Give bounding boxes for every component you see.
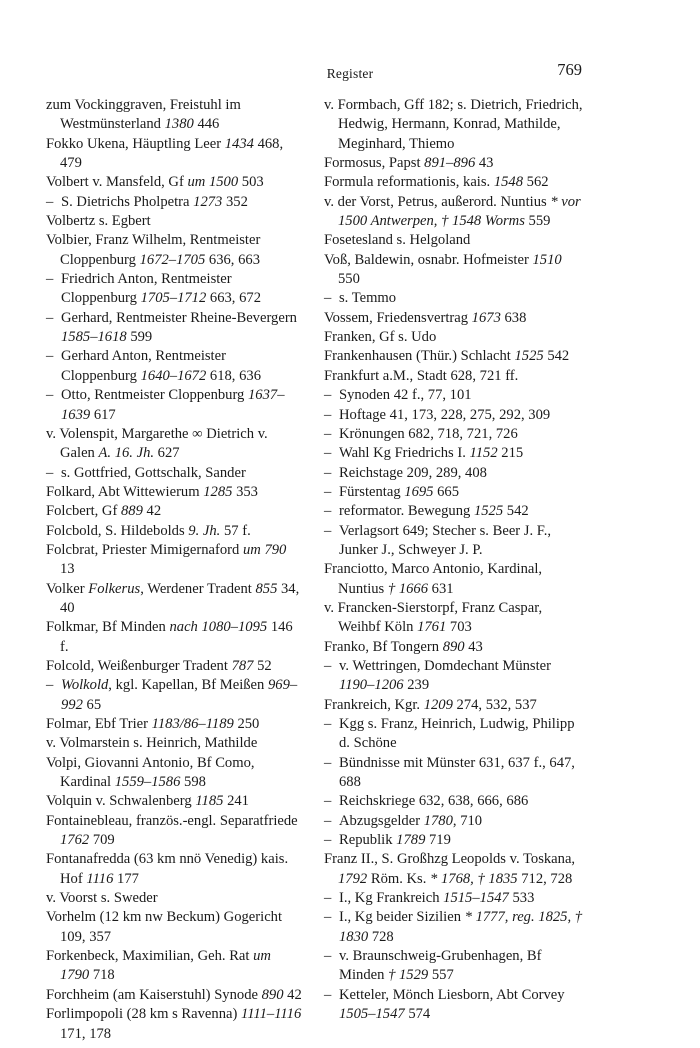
entry-text: Franciotto, Marco Antonio, Kardinal, Nuntius: [324, 561, 543, 597]
entry-text: Folcbold, S. Hildebolds: [46, 522, 189, 539]
entry-text: 171, 178: [60, 1025, 112, 1042]
index-entry: [46, 986, 302, 1005]
entry-text: Republik: [339, 832, 397, 849]
entry-italic-text: * 1777, reg. 1825, † 1830: [339, 909, 583, 945]
index-subentry: [324, 444, 584, 463]
entry-text: 636, 663: [205, 251, 260, 268]
entry-italic-text: 1152: [469, 445, 498, 462]
entry-text: Wahl Kg Friedrichs I.: [339, 445, 470, 462]
subentry-dash: –: [324, 754, 332, 771]
index-subentry: [324, 425, 584, 444]
index-entry: [324, 154, 584, 173]
index-column-right: [324, 96, 584, 1025]
entry-text: Formosus, Papst: [324, 155, 425, 172]
entry-text: 542: [503, 503, 529, 520]
entry-text: Hoftage 41, 173, 228, 275, 292, 309: [339, 406, 551, 423]
entry-italic-text: 1111–1116: [240, 1006, 302, 1023]
entry-text: Folkmar, Bf Minden: [46, 619, 170, 636]
entry-text: Vorhelm (12 km nw Beckum) Gogericht 109, 357: [46, 909, 283, 945]
entry-italic-text: † 1529: [388, 967, 429, 984]
index-subentry: [324, 483, 584, 502]
entry-italic-text: † 1666: [387, 580, 429, 597]
index-subentry: [324, 889, 584, 908]
entry-italic-text: 1273: [193, 193, 223, 210]
entry-italic-text: 1673: [471, 309, 501, 326]
index-entry: [324, 347, 584, 366]
entry-italic-text: 1434: [224, 135, 254, 152]
entry-text: 728: [368, 928, 394, 945]
entry-text: Fürstentag: [339, 483, 405, 500]
index-entry: [46, 231, 302, 270]
entry-italic-text: 9. Jh.: [188, 522, 221, 539]
entry-italic-text: 1505–1547: [339, 1006, 405, 1023]
entry-text: v. Francken-Sierstorpf, Franz Caspar, Weihbf Köln: [324, 599, 543, 636]
entry-text: Volbertz s. Egbert: [46, 213, 151, 230]
entry-text: Frankreich, Kgr.: [324, 696, 424, 713]
index-subentry: [46, 270, 302, 309]
entry-text: 215: [497, 445, 524, 462]
entry-text: Abzugsgelder: [339, 812, 424, 829]
entry-text: zum Vockinggraven, Freistuhl im Westmünsterland: [46, 97, 241, 133]
index-entry: [324, 231, 584, 250]
entry-text: Forlimpopoli (28 km s Ravenna): [46, 1006, 241, 1023]
subentry-dash: –: [46, 348, 54, 365]
entry-text: Volbier, Franz Wilhelm, Rentmeister Cloppenburg: [46, 232, 261, 268]
entry-italic-text: 1183/86–1189: [151, 716, 234, 732]
index-entry: [46, 657, 302, 676]
entry-italic-text: * 1768, † 1835: [430, 870, 518, 887]
entry-text: Otto, Rentmeister Cloppenburg: [61, 387, 248, 404]
entry-italic-text: 891–896: [424, 155, 476, 172]
entry-text: 631: [428, 580, 454, 597]
entry-italic-text: 1792: [338, 870, 368, 887]
entry-text: 709: [89, 832, 115, 849]
entry-text: Frankfurt a.M., Stadt 628, 721 ff.: [324, 367, 519, 384]
entry-italic-text: 1672–1705: [139, 251, 206, 268]
index-subentry: [324, 464, 584, 483]
index-subentry: [324, 289, 584, 308]
entry-italic-text: nach 1080–1095: [169, 619, 268, 636]
entry-text: v. Volmarstein s. Heinrich, Mathilde: [46, 735, 258, 752]
entry-italic-text: 1190–1206: [339, 677, 404, 694]
entry-text: 43: [475, 155, 494, 172]
entry-text: Reichskriege 632, 638, 666, 686: [339, 793, 529, 810]
entry-text: Franken, Gf s. Udo: [324, 329, 437, 346]
index-entry: [46, 135, 302, 174]
entry-text: Bündnisse mit Münster 631, 637 f., 647, 688: [339, 754, 575, 791]
entry-italic-text: 889: [120, 503, 143, 520]
entry-text: 712, 728: [517, 870, 573, 887]
subentry-dash: –: [324, 483, 332, 500]
index-column-left: [46, 96, 302, 1044]
entry-text: v. Braunschweig-Grubenhagen, Bf Minden: [339, 948, 542, 984]
entry-text: Franz II., S. Großhzg Leopolds v. Toskana,: [324, 851, 576, 868]
subentry-dash: –: [324, 890, 332, 907]
entry-text: reformator. Bewegung: [339, 503, 474, 520]
entry-text: 239: [403, 677, 430, 694]
subentry-dash: –: [324, 948, 332, 965]
entry-text: 43: [464, 638, 483, 655]
entry-text: 57 f.: [220, 522, 251, 539]
entry-text: 574: [404, 1006, 431, 1023]
entry-text: v. Formbach, Gff 182; s. Dietrich, Friedrich, Hedwig, Hermann, Konrad, Mathilde, Meginhard, Thiemo: [324, 97, 583, 152]
entry-text: 446: [193, 116, 220, 133]
entry-text: S. Dietrichs Pholpetra: [61, 193, 194, 210]
index-entry: [46, 1005, 302, 1044]
entry-text: Formula reformationis, kais.: [324, 174, 494, 191]
subentry-dash: –: [324, 503, 332, 520]
index-subentry: [324, 386, 584, 405]
subentry-dash: –: [324, 832, 332, 849]
entry-text: Forkenbeck, Maximilian, Geh. Rat: [46, 948, 254, 965]
subentry-dash: –: [324, 716, 332, 732]
entry-text: Reichstage 209, 289, 408: [339, 464, 487, 481]
entry-italic-text: 1637–1639: [61, 387, 285, 423]
entry-text: 627: [154, 445, 180, 462]
entry-text: Volker: [46, 580, 89, 597]
entry-italic-text: A. 16. Jh.: [98, 445, 155, 462]
subentry-dash: –: [46, 271, 54, 288]
index-subentry: [46, 676, 302, 715]
index-subentry: [46, 347, 302, 386]
entry-text: , kgl. Kapellan, Bf Meißen: [108, 677, 268, 694]
index-entry: [46, 483, 302, 502]
subentry-dash: –: [46, 193, 54, 210]
index-entry: [324, 560, 584, 599]
entry-text: 638: [500, 309, 527, 326]
index-entry: [324, 599, 584, 638]
entry-italic-text: 1695: [404, 483, 434, 500]
index-entry: [46, 618, 302, 657]
subentry-dash: –: [46, 677, 54, 694]
entry-text: Verlagsort 649; Stecher s. Beer J. F., Junker J., Schweyer J. P.: [339, 522, 552, 558]
entry-text: 52: [253, 657, 272, 674]
entry-italic-text: um 790: [242, 541, 287, 558]
index-entry: [324, 96, 584, 154]
entry-text: 503: [238, 174, 264, 191]
index-subentry: [46, 309, 302, 348]
entry-text: 250: [233, 716, 260, 732]
subentry-dash: –: [324, 406, 332, 423]
index-subentry: [324, 792, 584, 811]
entry-italic-text: Wolkold: [61, 677, 109, 694]
index-entry: [324, 251, 584, 290]
subentry-dash: –: [324, 425, 332, 442]
index-subentry: [46, 386, 302, 425]
entry-text: Gerhard, Rentmeister Rheine-Bevergern: [61, 309, 297, 326]
entry-text: 65: [82, 696, 102, 713]
running-head: Register: [326, 66, 374, 81]
entry-italic-text: um 1790: [60, 948, 271, 984]
entry-text: I., Kg Frankreich: [339, 890, 444, 907]
entry-text: Röm. Ks.: [367, 870, 431, 887]
subentry-dash: –: [46, 464, 54, 481]
entry-italic-text: Folkerus: [88, 580, 141, 597]
entry-text: 599: [126, 329, 153, 346]
entry-text: I., Kg beider Sizilien: [339, 909, 465, 926]
entry-text: 617: [90, 406, 116, 423]
subentry-dash: –: [324, 445, 332, 462]
subentry-dash: –: [46, 309, 54, 326]
entry-text: 559: [524, 213, 551, 230]
entry-text: Fontainebleau, französ.-engl. Separatfriede: [46, 812, 298, 829]
index-entry: [46, 173, 302, 192]
entry-text: 34, 40: [60, 580, 300, 616]
entry-italic-text: 1285: [203, 483, 233, 500]
entry-text: 353: [232, 483, 258, 500]
entry-text: 550: [338, 271, 360, 288]
entry-text: 352: [222, 193, 248, 210]
entry-text: Folcold, Weißenburger Tradent: [46, 657, 232, 674]
index-entry: [46, 715, 302, 734]
entry-italic-text: * vor 1500 Antwerpen, † 1548 Worms: [338, 193, 581, 230]
entry-text: Synoden 42 f., 77, 101: [339, 387, 472, 404]
entry-text: Vossem, Friedensvertrag: [324, 309, 472, 326]
index-entry: [46, 212, 302, 231]
entry-italic-text: 969–992: [61, 677, 298, 713]
index-entry: [46, 580, 302, 619]
index-entry: [46, 850, 302, 889]
index-subentry: [324, 715, 584, 754]
entry-text: 598: [180, 774, 206, 791]
subentry-dash: –: [324, 793, 332, 810]
entry-italic-text: 1640–1672: [140, 367, 207, 384]
entry-italic-text: 1789: [396, 832, 426, 849]
subentry-dash: –: [324, 986, 332, 1003]
index-entry: [46, 947, 302, 986]
entry-text: 468, 479: [60, 135, 284, 172]
entry-text: 146 f.: [60, 619, 293, 655]
entry-text: Fontanafredda (63 km nnö Venedig) kais. Hof: [46, 851, 289, 887]
index-entry: [324, 173, 584, 192]
entry-text: Franko, Bf Tongern: [324, 638, 443, 655]
entry-text: Ketteler, Mönch Liesborn, Abt Corvey: [339, 986, 565, 1003]
entry-text: 42: [283, 986, 302, 1003]
entry-text: 703: [446, 619, 472, 636]
entry-text: 719: [425, 832, 451, 849]
entry-italic-text: 855: [255, 580, 278, 597]
entry-italic-text: 1762: [60, 832, 90, 849]
entry-italic-text: 1116: [86, 870, 114, 887]
entry-text: 13: [60, 561, 75, 578]
entry-text: s. Gottfried, Gottschalk, Sander: [61, 464, 246, 481]
entry-text: v. Volenspit, Margarethe ∞ Dietrich v. Galen: [46, 425, 268, 462]
entry-italic-text: 1515–1547: [443, 890, 509, 907]
subentry-dash: –: [324, 812, 332, 829]
entry-italic-text: 787: [231, 657, 254, 674]
entry-italic-text: 1525: [514, 348, 544, 365]
entry-text: 533: [508, 890, 535, 907]
entry-text: v. Voorst s. Sweder: [46, 890, 158, 907]
entry-text: Fokko Ukena, Häuptling Leer: [46, 135, 225, 152]
entry-italic-text: 890: [442, 638, 465, 655]
index-entry: [46, 889, 302, 908]
index-subentry: [324, 947, 584, 986]
index-entry: [324, 309, 584, 328]
entry-text: Forchheim (am Kaiserstuhl) Synode: [46, 986, 262, 1003]
entry-italic-text: 1705–1712: [140, 290, 207, 307]
index-entry: [46, 522, 302, 541]
page-number: 769: [557, 60, 582, 79]
index-subentry: [324, 908, 584, 947]
entry-text: Folmar, Ebf Trier: [46, 716, 152, 732]
entry-text: Fosetesland s. Helgoland: [324, 232, 471, 249]
entry-text: 665: [433, 483, 459, 500]
entry-text: 274, 532, 537: [452, 696, 537, 713]
index-subentry: [46, 193, 302, 212]
entry-italic-text: 1525: [473, 503, 504, 520]
entry-text: Voß, Baldewin, osnabr. Hofmeister: [324, 251, 533, 268]
page-header: [0, 60, 700, 88]
index-subentry: [324, 754, 584, 793]
entry-italic-text: um 1500: [187, 174, 239, 191]
entry-text: 241: [223, 793, 249, 810]
entry-text: Folkard, Abt Wittewierum: [46, 483, 204, 500]
subentry-dash: –: [324, 290, 332, 307]
index-entry: [46, 502, 302, 521]
index-subentry: [324, 502, 584, 521]
index-subentry: [324, 812, 584, 831]
entry-text: v. der Vorst, Petrus, außerord. Nuntius: [324, 193, 551, 210]
index-subentry: [324, 986, 584, 1025]
subentry-dash: –: [324, 387, 332, 404]
entry-italic-text: 1585–1618: [61, 329, 127, 346]
index-subentry: [324, 522, 584, 561]
index-entry: [324, 638, 584, 657]
entry-text: Krönungen 682, 718, 721, 726: [339, 425, 518, 442]
entry-text: 557: [428, 967, 454, 984]
entry-italic-text: 1510: [532, 251, 562, 268]
entry-text: , 710: [452, 812, 483, 829]
index-entry: [46, 96, 302, 135]
entry-text: 177: [113, 870, 139, 887]
index-subentry: [46, 464, 302, 483]
entry-text: Volpi, Giovanni Antonio, Bf Como, Kardinal: [46, 754, 255, 791]
index-subentry: [324, 406, 584, 425]
entry-text: Frankenhausen (Thür.) Schlacht: [324, 348, 515, 365]
entry-text: 663, 672: [206, 290, 261, 307]
entry-text: 618, 636: [206, 367, 261, 384]
index-entry: [324, 193, 584, 232]
entry-italic-text: 1559–1586: [114, 774, 181, 791]
index-entry: [324, 696, 584, 715]
entry-italic-text: 1185: [195, 793, 224, 810]
entry-text: 562: [523, 174, 549, 191]
entry-text: Kgg s. Franz, Heinrich, Ludwig, Philipp d. Schöne: [339, 716, 575, 752]
entry-text: s. Temmo: [339, 290, 397, 307]
entry-italic-text: 890: [261, 986, 284, 1003]
index-entry: [324, 328, 584, 347]
subentry-dash: –: [324, 522, 332, 539]
index-entry: [46, 425, 302, 464]
index-entry: [324, 367, 584, 386]
index-entry: [46, 754, 302, 793]
entry-text: v. Wettringen, Domdechant Münster: [339, 657, 552, 674]
subentry-dash: –: [324, 464, 332, 481]
entry-italic-text: 1209: [423, 696, 453, 713]
entry-italic-text: 1548: [493, 174, 524, 191]
subentry-dash: –: [324, 657, 332, 674]
entry-text: 718: [89, 967, 115, 984]
index-subentry: [324, 657, 584, 696]
entry-italic-text: 1380: [164, 116, 194, 133]
entry-text: Volbert v. Mansfeld, Gf: [46, 174, 188, 191]
entry-text: Folcbert, Gf: [46, 503, 121, 520]
subentry-dash: –: [324, 909, 332, 926]
entry-text: Volquin v. Schwalenberg: [46, 793, 196, 810]
index-entry: [46, 734, 302, 753]
index-entry: [46, 908, 302, 947]
index-subentry: [324, 831, 584, 850]
entry-text: 42: [142, 503, 162, 520]
entry-text: , Werdener Tradent: [140, 580, 256, 597]
index-entry: [46, 541, 302, 580]
index-entry: [324, 850, 584, 889]
index-entry: [46, 812, 302, 851]
subentry-dash: –: [46, 387, 54, 404]
entry-italic-text: 1780: [423, 812, 453, 829]
entry-text: 542: [543, 348, 570, 365]
index-entry: [46, 792, 302, 811]
entry-italic-text: 1761: [417, 619, 447, 636]
entry-text: Gerhard Anton, Rentmeister Cloppenburg: [61, 348, 226, 384]
entry-text: Friedrich Anton, Rentmeister Cloppenburg: [61, 271, 232, 307]
entry-text: Folcbrat, Priester Mimigernaford: [46, 541, 243, 558]
